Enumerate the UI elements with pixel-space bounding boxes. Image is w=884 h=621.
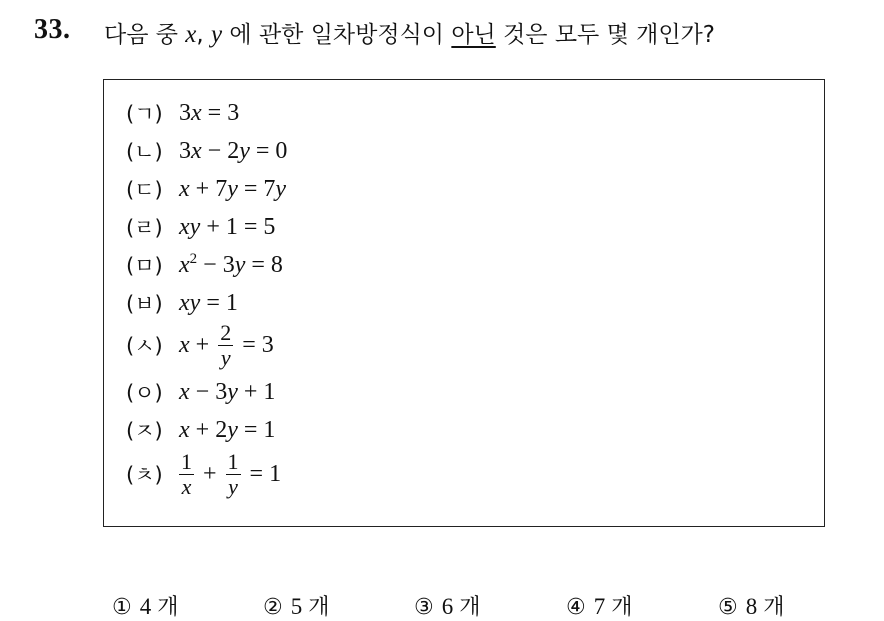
fraction-numerator: 1 bbox=[181, 448, 192, 474]
eq-part: = 7 bbox=[237, 175, 276, 202]
list-item bbox=[126, 314, 274, 376]
eq-part: 3 bbox=[179, 137, 191, 164]
eq-var: y bbox=[234, 251, 246, 278]
eq-part: = 8 bbox=[245, 251, 283, 278]
eq-var: xy bbox=[179, 213, 201, 240]
list-item bbox=[126, 443, 281, 505]
item-label: (ㅁ) bbox=[126, 254, 163, 278]
eq-part: + bbox=[197, 460, 223, 487]
eq-part: = 1 bbox=[243, 460, 282, 487]
choice-value: 8 bbox=[745, 594, 758, 619]
choice-unit: 개 bbox=[763, 595, 785, 620]
item-label: (ㅈ) bbox=[126, 419, 163, 443]
answer-choice-1[interactable] bbox=[112, 590, 179, 621]
item-label: (ㅂ) bbox=[126, 292, 163, 316]
eq-part: + 1 = 5 bbox=[200, 213, 276, 240]
eq-part: = 3 bbox=[201, 99, 240, 126]
eq-var: x bbox=[179, 251, 190, 278]
fraction-denominator: x bbox=[181, 473, 192, 499]
eq-var: y bbox=[227, 378, 238, 405]
list-item bbox=[126, 172, 286, 206]
equation bbox=[179, 379, 275, 406]
eq-var: x bbox=[179, 175, 190, 202]
equation bbox=[179, 252, 283, 279]
eq-var: xy bbox=[179, 289, 201, 316]
fraction bbox=[179, 448, 194, 499]
fraction-numerator: 1 bbox=[227, 448, 239, 474]
choice-mark: ③ bbox=[414, 595, 434, 620]
question-number: 33. bbox=[34, 14, 71, 45]
eq-var: x bbox=[179, 331, 190, 358]
choice-value: 6 bbox=[441, 594, 454, 619]
eq-var: x bbox=[179, 416, 190, 443]
equation bbox=[179, 448, 282, 499]
eq-var: y bbox=[275, 175, 287, 202]
fraction bbox=[218, 319, 233, 370]
equation bbox=[179, 290, 238, 317]
eq-var: x bbox=[191, 137, 202, 164]
eq-part: + bbox=[189, 331, 216, 358]
list-item bbox=[126, 96, 239, 130]
item-label: (ㅇ) bbox=[126, 381, 163, 405]
equation bbox=[179, 319, 274, 370]
eq-var: y bbox=[239, 137, 250, 164]
question-text-part: 것은 모두 몇 개인가? bbox=[495, 22, 715, 48]
item-label: (ㄹ) bbox=[126, 216, 163, 240]
choice-mark: ⑤ bbox=[718, 595, 738, 620]
equation bbox=[179, 138, 287, 165]
answer-choice-3[interactable] bbox=[414, 590, 481, 621]
fraction-numerator: 2 bbox=[220, 319, 232, 345]
eq-part: = 1 bbox=[200, 289, 238, 316]
choice-mark: ② bbox=[263, 595, 283, 620]
eq-var: y bbox=[227, 175, 238, 202]
fraction-denominator: y bbox=[228, 473, 238, 499]
fraction-denominator: y bbox=[220, 344, 231, 370]
list-item bbox=[126, 375, 275, 409]
choice-mark: ① bbox=[112, 595, 132, 620]
choice-value: 4 bbox=[139, 594, 152, 619]
eq-part: = 0 bbox=[249, 137, 288, 164]
underlined-keyword: 아닌 bbox=[451, 22, 496, 48]
list-item bbox=[126, 210, 275, 244]
choice-unit: 개 bbox=[611, 595, 633, 620]
fraction bbox=[226, 448, 241, 499]
eq-part: − 3 bbox=[197, 251, 235, 278]
question-text bbox=[104, 16, 715, 49]
eq-part: − 3 bbox=[189, 378, 228, 405]
answer-choice-5[interactable] bbox=[718, 590, 785, 621]
choice-value: 7 bbox=[593, 594, 606, 619]
list-item bbox=[126, 248, 283, 282]
item-label: (ㄷ) bbox=[126, 178, 163, 202]
answer-choice-2[interactable] bbox=[263, 590, 330, 621]
equation bbox=[179, 176, 286, 203]
eq-var: x bbox=[191, 99, 202, 126]
equation bbox=[179, 417, 275, 444]
eq-part: − 2 bbox=[201, 137, 240, 164]
question-comma: , bbox=[196, 22, 212, 48]
answer-choice-4[interactable] bbox=[566, 590, 633, 621]
question-text-part: 다음 중 bbox=[104, 22, 186, 48]
eq-part: + 1 bbox=[237, 378, 276, 405]
list-item bbox=[126, 134, 287, 168]
choice-unit: 개 bbox=[308, 595, 330, 620]
eq-part: = 1 bbox=[237, 416, 276, 443]
list-item bbox=[126, 413, 275, 447]
eq-var: x bbox=[179, 378, 190, 405]
eq-part: 3 bbox=[179, 99, 191, 126]
choice-mark: ④ bbox=[566, 595, 586, 620]
eq-var: y bbox=[227, 416, 238, 443]
equation bbox=[179, 100, 239, 127]
item-label: (ㄴ) bbox=[126, 140, 163, 164]
choice-unit: 개 bbox=[459, 595, 481, 620]
variable-y: y bbox=[211, 21, 223, 48]
question-text-part: 에 관한 일차방정식이 bbox=[222, 22, 452, 48]
eq-part: = 3 bbox=[236, 331, 274, 358]
item-label: (ㅅ) bbox=[126, 334, 163, 358]
eq-part: + 2 bbox=[189, 416, 228, 443]
equation bbox=[179, 214, 275, 241]
item-label: (ㄱ) bbox=[126, 102, 163, 126]
item-label: (ㅊ) bbox=[126, 463, 163, 487]
variable-x: x bbox=[185, 21, 197, 48]
choice-unit: 개 bbox=[157, 595, 179, 620]
eq-exponent: 2 bbox=[189, 250, 198, 267]
eq-part: + 7 bbox=[189, 175, 228, 202]
choice-value: 5 bbox=[290, 594, 303, 619]
